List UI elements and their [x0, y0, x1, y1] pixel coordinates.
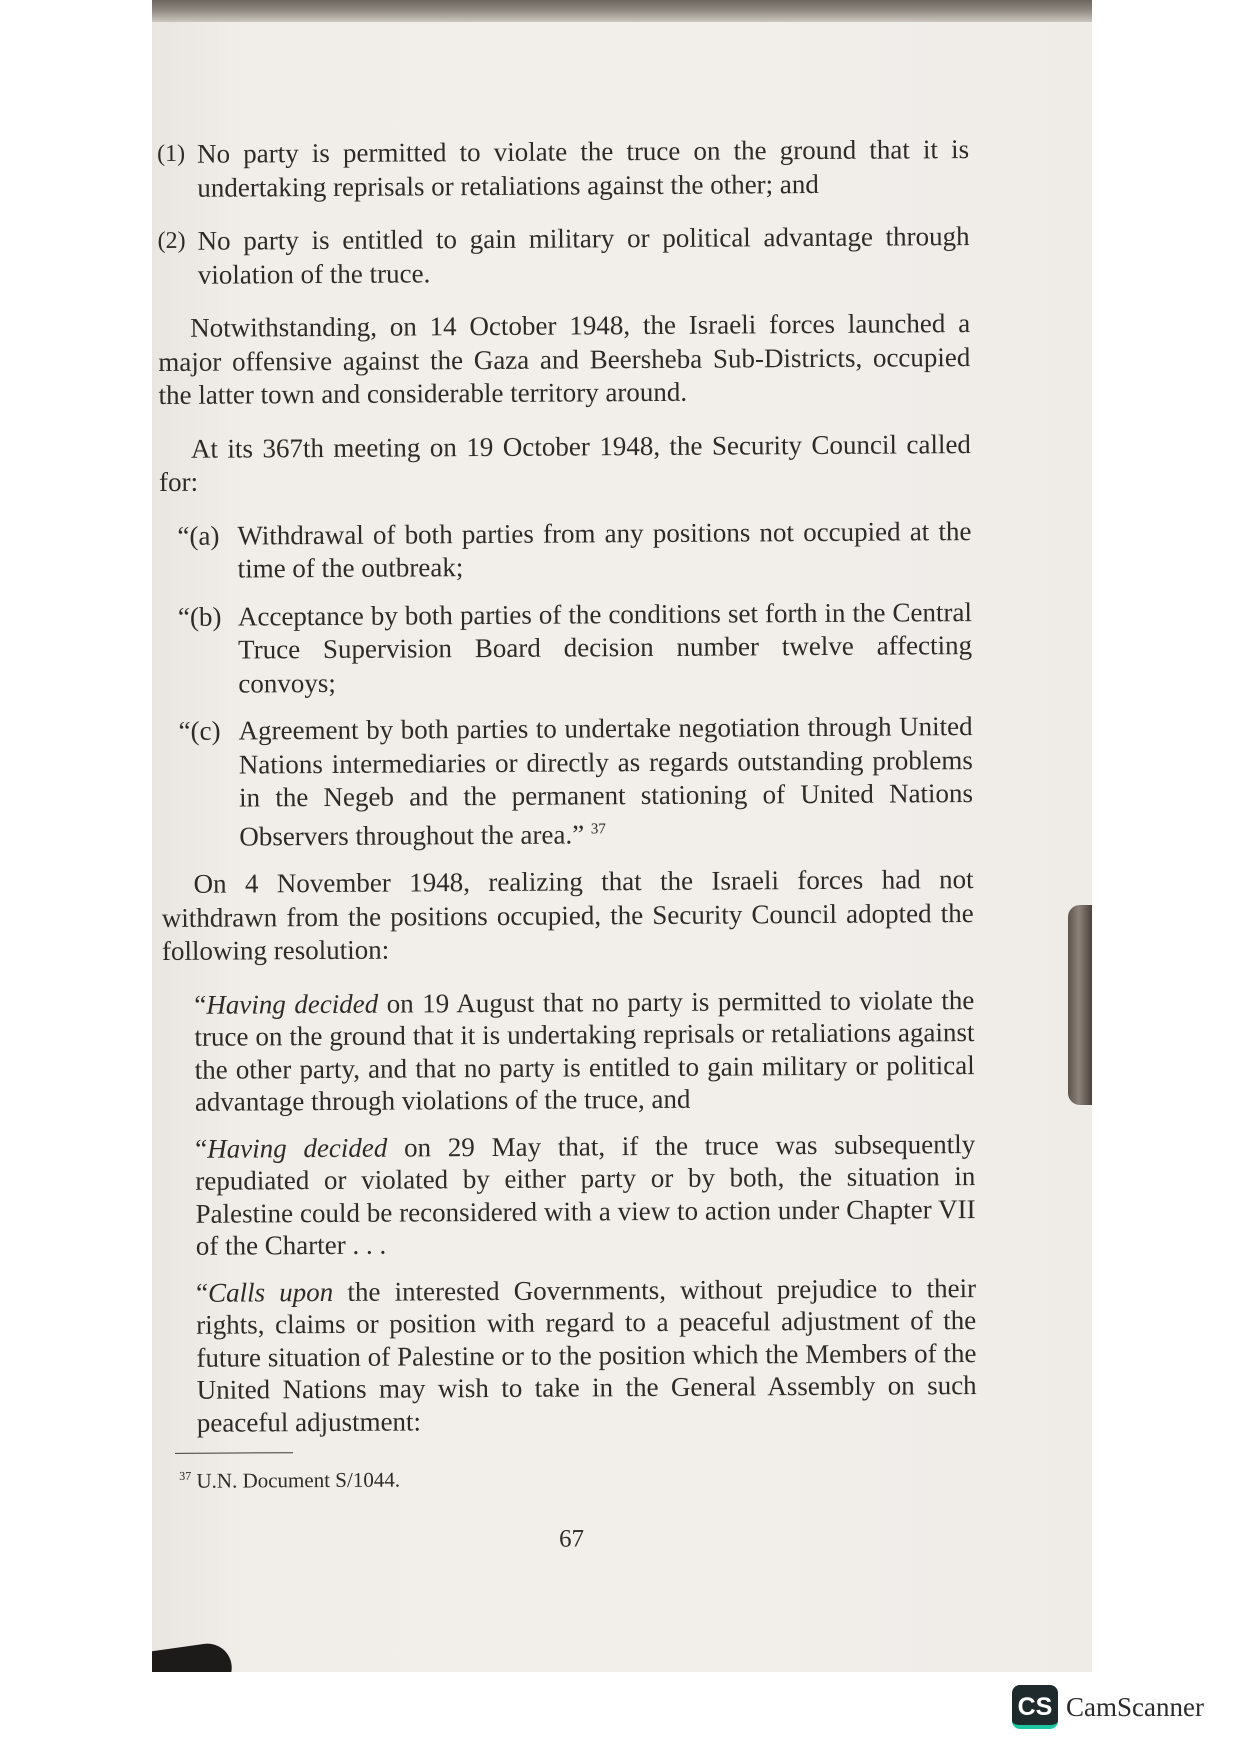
- quoted-item: [178, 596, 973, 701]
- quote-text: on 19 August that no party is permitted to violate the truce on the ground that it is undertaking reprisals or retaliations against the other party, and that no party is entitled to gain military or political advantage through violations of the truce, and: [194, 984, 975, 1117]
- footnote: [179, 1455, 977, 1498]
- footnote-mark: 37: [179, 1468, 192, 1483]
- footnote-reference: 37: [590, 820, 606, 837]
- item-text: Acceptance by both parties of the conditions set forth in the Central Truce Supervision Board decision number twelve affecting convoys;: [237, 596, 973, 699]
- open-quote: “: [195, 1277, 209, 1308]
- open-quote: “: [195, 1133, 208, 1164]
- paragraph: At its 367th meeting on 19 October 1948, the Security Council called for:: [159, 428, 971, 497]
- numbered-item: [158, 220, 970, 292]
- camscanner-logo-icon: CS: [1012, 1685, 1058, 1729]
- item-label: “(c): [178, 715, 221, 746]
- item-text: No party is permitted to violate the truce on the ground that it is undertaking reprisals or retaliations against the other; and: [197, 134, 970, 203]
- paragraph: On 4 November 1948, realizing that the Israeli forces had not withdrawn from the positions occupied, the Security Council adopted the following resolution:: [161, 864, 974, 966]
- footnote-rule: [175, 1452, 293, 1454]
- quoted-item: [179, 710, 974, 854]
- page-top-edge: [152, 0, 1092, 22]
- resolution-quote: [194, 984, 975, 1119]
- thumb-shadow: [152, 1641, 235, 1672]
- italic-phrase: Having decided: [207, 1132, 388, 1164]
- quote-text: on 29 May that, if the truce was subsequently repudiated or violated by either party or by both, the situation in Palestine could be reconsidered with a view to action under Chapter VII of the Charter . . .: [195, 1128, 976, 1261]
- italic-phrase: Calls upon: [207, 1276, 334, 1308]
- resolution-quote: [195, 1128, 976, 1263]
- paragraph: Notwithstanding, on 14 October 1948, the Israeli forces launched a major offensive against the Gaza and Beersheba Sub-Districts, occupied the latter town and considerable territory around.: [158, 308, 971, 410]
- page-text: [157, 133, 978, 1558]
- quote-text: the interested Governments, without prejudice to their rights, claims or position with regard to a peaceful adjustment of the future situation of Palestine or to the position which the Members of the United Nations may wish to take in the General Assembly on such peaceful adjustment:: [196, 1272, 977, 1438]
- camscanner-watermark: [1012, 1685, 1204, 1729]
- resolution-quote: [196, 1272, 977, 1439]
- item-text: Agreement by both parties to undertake negotiation through United Nations intermediaries or directly as regards outstanding problems in the Negeb and the permanent stationing of United Nations Observers throughout the area.”: [238, 711, 974, 852]
- italic-phrase: Having decided: [206, 988, 379, 1020]
- quoted-item: [177, 515, 971, 587]
- item-number: (2): [157, 227, 186, 254]
- binder-clip: [1068, 905, 1092, 1105]
- item-text: Withdrawal of both parties from any positions not occupied at the time of the outbreak;: [237, 515, 972, 584]
- item-label: “(a): [177, 520, 220, 551]
- item-label: “(b): [177, 601, 222, 632]
- camscanner-name: CamScanner: [1066, 1691, 1204, 1722]
- open-quote: “: [194, 989, 207, 1020]
- page-number: 67: [558, 1524, 585, 1553]
- item-number: (1): [157, 140, 186, 167]
- item-text: No party is entitled to gain military or political advantage through violation of the truce.: [197, 221, 970, 290]
- footnote-text: U.N. Document S/1044.: [196, 1467, 401, 1493]
- numbered-item: [157, 133, 969, 205]
- item-body: [239, 710, 974, 853]
